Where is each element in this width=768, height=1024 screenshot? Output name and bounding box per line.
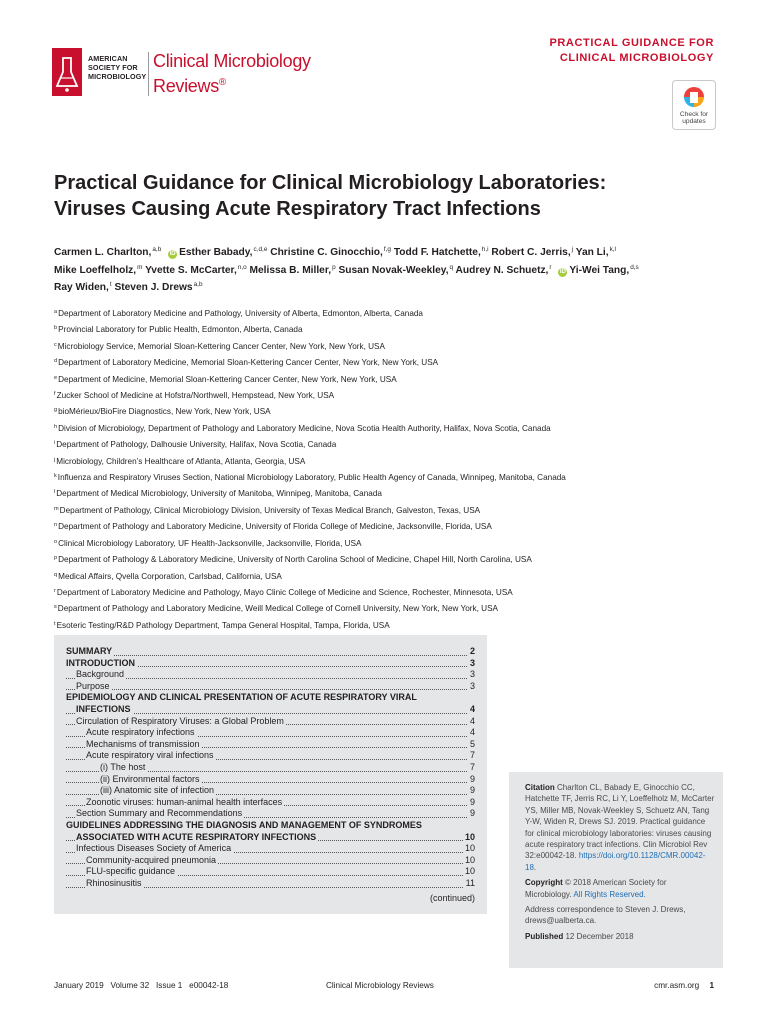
affiliation-item bbox=[54, 305, 734, 321]
affiliation-text: Influenza and Respiratory Viruses Section, National Microbiology Laboratory, Public Health Agency of Canada, Winnipeg, Manitoba, Canada bbox=[57, 473, 566, 483]
toc-entry-label: Purpose bbox=[76, 680, 110, 691]
toc-entry-page: 7 bbox=[469, 762, 475, 772]
toc-entry[interactable] bbox=[66, 762, 475, 774]
toc-entry[interactable] bbox=[66, 646, 475, 658]
affiliation-text: Department of Pathology and Laboratory Medicine, Weill Medical College of Cornell University, New York, New York, USA bbox=[57, 604, 499, 614]
affiliation-marker: g bbox=[54, 407, 58, 414]
author-name bbox=[54, 265, 142, 276]
toc-entry-label: GUIDELINES ADDRESSING THE DIAGNOSIS AND MANAGEMENT OF SYNDROMES bbox=[66, 820, 422, 830]
affiliation-text: Clinical Microbiology Laboratory, UF Health-Jacksonville, Jacksonville, Florida, USA bbox=[58, 538, 362, 548]
author-name-text: Susan Novak-Weekley, bbox=[338, 264, 449, 276]
society-name bbox=[88, 54, 148, 82]
author-name-text: Mike Loeffelholz, bbox=[54, 264, 137, 276]
check-updates-line-1: Check for bbox=[679, 111, 709, 118]
toc-entry[interactable] bbox=[66, 820, 475, 832]
author-name-text: Esther Babady, bbox=[179, 247, 253, 258]
citation-content bbox=[525, 782, 715, 942]
toc-entry[interactable] bbox=[66, 785, 475, 797]
author-affiliation-marker: f,g bbox=[383, 246, 391, 253]
affiliation-marker: b bbox=[54, 325, 58, 332]
toc-entry[interactable] bbox=[66, 658, 475, 670]
correspondence-text: Address correspondence to Steven J. Drews, drews@ualberta.ca. bbox=[525, 905, 686, 926]
affiliation-item bbox=[54, 387, 734, 403]
affiliation-item bbox=[54, 617, 734, 633]
affiliation-text: Department of Pathology and Laboratory Medicine, University of Florida College of Medicine, Jacksonville, Florida, USA bbox=[58, 522, 492, 532]
author-name bbox=[491, 247, 573, 258]
author-name bbox=[576, 247, 616, 258]
toc-entry-label: Background bbox=[76, 669, 125, 680]
affiliation-list bbox=[54, 305, 734, 633]
toc-entry-page: 9 bbox=[469, 773, 475, 784]
author-name bbox=[394, 247, 489, 258]
society-line-2: SOCIETY FOR bbox=[88, 63, 138, 73]
toc-entry[interactable] bbox=[66, 832, 475, 844]
toc-entry-page: 4 bbox=[469, 704, 475, 714]
toc-entry-label: Mechanisms of transmission bbox=[86, 738, 200, 749]
published-label: Published bbox=[525, 931, 564, 941]
affiliation-marker: a bbox=[54, 309, 58, 315]
toc-entry[interactable] bbox=[66, 692, 475, 704]
author-affiliation-marker: q bbox=[449, 263, 454, 271]
affiliation-text: Esoteric Testing/R&D Pathology Department, Tampa General Hospital, Tampa, Florida, USA bbox=[56, 620, 390, 630]
orcid-icon[interactable]: iD bbox=[169, 251, 176, 257]
affiliation-marker: c bbox=[54, 341, 57, 348]
toc-entry-label: SUMMARY bbox=[66, 646, 113, 656]
toc-leader-dots bbox=[66, 689, 475, 690]
toc-entry[interactable] bbox=[66, 704, 475, 716]
citation-label: Citation bbox=[525, 783, 555, 792]
affiliation-marker: t bbox=[54, 620, 56, 627]
copyright-text: © 2018 American Society for Microbiology. bbox=[525, 878, 667, 899]
toc-entry-label: Circulation of Respiratory Viruses: a Global Problem bbox=[76, 715, 284, 726]
author-affiliation-marker: m bbox=[137, 263, 143, 271]
author-name bbox=[338, 265, 453, 276]
article-title-line-1: Practical Guidance for Clinical Microbiology Laboratories: bbox=[54, 172, 607, 194]
logo-divider bbox=[148, 52, 149, 96]
toc-entry-page: 9 bbox=[469, 808, 475, 819]
affiliation-item bbox=[54, 321, 734, 337]
author-name-text: Carmen L. Charlton, bbox=[54, 247, 152, 258]
author-affiliation-marker: k,l bbox=[609, 246, 616, 253]
doi-tail: . bbox=[533, 862, 537, 872]
toc-entry-page: 10 bbox=[464, 831, 475, 842]
author-affiliation-marker: r bbox=[549, 263, 552, 271]
author-affiliation-marker: d,s bbox=[630, 263, 639, 271]
affiliation-item bbox=[54, 469, 734, 485]
toc-entry-label: Section Summary and Recommendations bbox=[76, 808, 243, 819]
check-for-updates-badge[interactable] bbox=[672, 80, 716, 130]
journal-name-line-1: Clinical Microbiology bbox=[153, 51, 311, 71]
affiliation-item bbox=[54, 453, 734, 469]
article-type bbox=[549, 36, 714, 66]
society-line-3: MICROBIOLOGY bbox=[88, 72, 147, 82]
toc-entry-page: 11 bbox=[465, 878, 475, 888]
author-name-text: Yi-Wei Tang, bbox=[569, 264, 630, 276]
page-number: 1 bbox=[709, 981, 714, 990]
author-name-text: Todd F. Hatchette, bbox=[393, 247, 481, 258]
toc-entry-label: FLU-specific guidance bbox=[86, 866, 176, 877]
toc-entry-page: 3 bbox=[469, 657, 475, 668]
toc-entry[interactable] bbox=[66, 739, 475, 751]
author-name bbox=[114, 282, 202, 293]
affiliation-marker: j bbox=[54, 456, 56, 463]
affiliation-text: bioMérieux/BioFire Diagnostics, New York, New York, USA bbox=[58, 407, 271, 417]
affiliation-item bbox=[54, 568, 734, 584]
toc-entry[interactable] bbox=[66, 750, 475, 762]
society-line-1: AMERICAN bbox=[88, 54, 128, 63]
affiliation-item bbox=[54, 371, 734, 387]
journal-url-link[interactable]: cmr.asm.org bbox=[654, 981, 700, 990]
affiliation-marker: m bbox=[54, 505, 59, 512]
toc-entry-page: 5 bbox=[469, 738, 475, 749]
toc-entry-page: 3 bbox=[469, 680, 475, 691]
affiliation-text: Microbiology, Children’s Healthcare of Atlanta, Atlanta, Georgia, USA bbox=[56, 456, 306, 466]
affiliation-marker: r bbox=[54, 587, 56, 594]
toc-entry-label: Zoonotic viruses: human-animal health interfaces bbox=[86, 796, 283, 807]
author-list bbox=[54, 243, 734, 296]
author-affiliation-marker: t bbox=[109, 281, 112, 289]
toc-entry[interactable] bbox=[66, 808, 475, 820]
orcid-icon[interactable]: iD bbox=[559, 268, 566, 275]
page-footer bbox=[54, 981, 714, 995]
affiliation-text: Department of Pathology & Laboratory Medicine, University of North Carolina School of Medicine, Chapel Hill, North Carolina, USA bbox=[58, 555, 532, 565]
author-name-text: Yvette S. McCarter, bbox=[145, 264, 237, 276]
affiliation-marker: n bbox=[54, 522, 58, 529]
toc-entry[interactable] bbox=[66, 878, 475, 890]
journal-logo bbox=[52, 48, 322, 102]
author-name bbox=[250, 265, 336, 276]
affiliation-marker: s bbox=[54, 604, 57, 611]
copyright-label: Copyright bbox=[525, 878, 563, 888]
toc-entry-label: Infectious Diseases Society of America bbox=[76, 843, 232, 854]
author-affiliation-marker: a,b bbox=[193, 281, 203, 289]
toc-entry[interactable] bbox=[66, 681, 475, 693]
registered-mark: ® bbox=[218, 77, 226, 88]
affiliation-text: Provincial Laboratory for Public Health, Edmonton, Alberta, Canada bbox=[58, 325, 303, 335]
article-title bbox=[54, 170, 724, 222]
toc-entry[interactable] bbox=[66, 855, 475, 867]
toc-entry[interactable] bbox=[66, 716, 475, 728]
journal-name-line-2 bbox=[153, 72, 311, 97]
affiliation-item bbox=[54, 354, 734, 370]
affiliation-marker: d bbox=[54, 358, 58, 365]
affiliation-marker: h bbox=[54, 423, 58, 430]
affiliation-marker: q bbox=[54, 571, 58, 578]
footer-right bbox=[654, 981, 714, 990]
published-paragraph bbox=[525, 931, 715, 942]
citation-paragraph bbox=[525, 782, 715, 873]
author-name bbox=[270, 247, 391, 258]
affiliation-text: Department of Medical Microbiology, University of Manitoba, Winnipeg, Manitoba, Canada bbox=[56, 489, 382, 499]
author-name-text: Steven J. Drews bbox=[114, 282, 193, 294]
author-affiliation-marker: h,i bbox=[481, 246, 489, 253]
affiliation-item bbox=[54, 485, 734, 501]
affiliation-marker: e bbox=[54, 374, 58, 381]
citation-text: Charlton CL, Babady E, Ginocchio CC, Hatchette TF, Jerris RC, Li Y, Loeffelholz M, McCarter YS, Miller MB, Novak-Weekley S, Schuetz AN, Tang Y-W, Widen R, Drews SJ. 2019. Practical guidance for clinical microbiology laboratories: viruses causing acute respiratory tract infections. Clin Microbiol Rev 32:e00042-18. bbox=[525, 783, 715, 861]
author-name-text: Yan Li, bbox=[575, 247, 609, 258]
toc-entry-page: 2 bbox=[469, 646, 475, 656]
affiliation-item bbox=[54, 584, 734, 600]
affiliation-text: Department of Laboratory Medicine and Pathology, University of Alberta, Edmonton, Alberta, Canada bbox=[58, 309, 423, 318]
toc-entry-page: 3 bbox=[469, 669, 475, 680]
toc-entry-label: INFECTIONS bbox=[76, 704, 131, 714]
author-name bbox=[456, 265, 552, 276]
affiliation-marker: f bbox=[54, 391, 56, 398]
affiliation-item bbox=[54, 420, 734, 436]
toc-entry[interactable] bbox=[66, 797, 475, 809]
affiliation-marker: l bbox=[54, 489, 56, 496]
toc-entry-page: 4 bbox=[469, 727, 475, 738]
journal-name bbox=[153, 51, 311, 97]
toc-entry-label: (i) The host bbox=[100, 762, 146, 772]
affiliation-text: Zucker School of Medicine at Hofstra/Northwell, Hempstead, New York, USA bbox=[56, 391, 335, 401]
author-name-text: Ray Widen, bbox=[54, 282, 109, 294]
rights-link[interactable]: All Rights Reserved. bbox=[573, 889, 646, 899]
journal-name-reviews: Reviews bbox=[153, 76, 219, 96]
author-name-text: Melissa B. Miller, bbox=[249, 264, 332, 276]
author-name-text: Audrey N. Schuetz, bbox=[455, 264, 549, 276]
affiliation-item bbox=[54, 551, 734, 567]
article-type-line-1: PRACTICAL GUIDANCE FOR bbox=[549, 37, 714, 49]
article-title-line-2: Viruses Causing Acute Respiratory Tract Infections bbox=[54, 198, 541, 220]
affiliation-text: Department of Pathology, Clinical Microbiology Division, University of Texas Medical Branch, Galveston, Texas, USA bbox=[59, 505, 481, 515]
toc-entry-page: 7 bbox=[469, 750, 475, 761]
affiliation-text: Department of Medicine, Memorial Sloan-Kettering Cancer Center, New York, New York, USA bbox=[58, 374, 397, 384]
toc-entry-label: Community-acquired pneumonia bbox=[86, 854, 217, 865]
author-name bbox=[569, 265, 638, 276]
check-for-updates-label bbox=[673, 111, 715, 126]
affiliation-text: Department of Pathology, Dalhousie University, Halifax, Nova Scotia, Canada bbox=[56, 440, 337, 450]
author-affiliation-marker: p bbox=[332, 263, 336, 271]
toc-entry-label: Acute respiratory viral infections bbox=[86, 750, 214, 761]
author-name bbox=[179, 247, 267, 258]
toc-leader-dots bbox=[66, 655, 475, 656]
affiliation-item bbox=[54, 518, 734, 534]
affiliation-text: Medical Affairs, Qvella Corporation, Carlsbad, California, USA bbox=[58, 571, 282, 581]
toc-entry-label: (ii) Environmental factors bbox=[100, 773, 200, 784]
table-of-contents bbox=[54, 635, 487, 914]
affiliation-text: Department of Laboratory Medicine, Memorial Sloan-Kettering Cancer Center, New York, New York, USA bbox=[58, 358, 439, 368]
footer-issue-info: January 2019 Volume 32 Issue 1 e00042-18 bbox=[54, 981, 229, 990]
affiliation-item bbox=[54, 436, 734, 452]
copyright-paragraph bbox=[525, 877, 715, 900]
author-affiliation-marker: n,o bbox=[237, 263, 247, 271]
author-name bbox=[145, 265, 247, 276]
affiliation-text: Department of Laboratory Medicine and Pathology, Mayo Clinic College of Medicine and Science, Rochester, Minnesota, USA bbox=[56, 587, 513, 597]
toc-entry-label: (iii) Anatomic site of infection bbox=[100, 785, 215, 796]
toc-entry-page: 10 bbox=[464, 866, 475, 877]
toc-entry-label: Rhinosinusitis bbox=[86, 878, 142, 888]
toc-entry-label: INTRODUCTION bbox=[66, 657, 135, 668]
toc-entry[interactable] bbox=[66, 843, 475, 855]
affiliation-marker: o bbox=[54, 538, 58, 545]
toc-leader-dots bbox=[66, 678, 475, 679]
affiliation-item bbox=[54, 600, 734, 616]
published-date: 12 December 2018 bbox=[565, 931, 634, 941]
author-affiliation-marker: j bbox=[571, 246, 574, 253]
toc-entry[interactable] bbox=[66, 669, 475, 681]
toc-entry-label: Acute respiratory infections bbox=[86, 727, 195, 738]
author-name-text: Robert C. Jerris, bbox=[491, 247, 571, 258]
toc-entry-label: EPIDEMIOLOGY AND CLINICAL PRESENTATION OF ACUTE RESPIRATORY VIRAL bbox=[66, 692, 417, 703]
affiliation-marker: k bbox=[54, 473, 57, 480]
affiliation-text: Microbiology Service, Memorial Sloan-Kettering Cancer Center, New York, New York, USA bbox=[57, 341, 385, 351]
toc-entry-page: 4 bbox=[469, 715, 475, 726]
author-name bbox=[54, 247, 161, 258]
toc-entry[interactable] bbox=[66, 727, 475, 739]
affiliation-marker: p bbox=[54, 555, 58, 562]
affiliation-item bbox=[54, 502, 734, 518]
author-affiliation-marker: c,d,e bbox=[253, 246, 268, 253]
affiliation-marker: i bbox=[54, 440, 56, 447]
crossmark-icon bbox=[683, 86, 705, 108]
toc-continued-label: (continued) bbox=[429, 893, 475, 903]
check-updates-line-2: updates bbox=[682, 118, 706, 126]
affiliation-item bbox=[54, 403, 734, 419]
article-type-line-2: CLINICAL MICROBIOLOGY bbox=[559, 52, 714, 64]
affiliation-item bbox=[54, 535, 734, 551]
citation-box bbox=[509, 772, 723, 968]
author-affiliation-marker: a,b bbox=[152, 246, 162, 253]
toc-entry-page: 10 bbox=[464, 854, 475, 865]
author-name-text: Christine C. Ginocchio, bbox=[270, 247, 383, 258]
affiliation-text: Division of Microbiology, Department of Pathology and Laboratory Medicine, Nova Scotia Health Authority, Halifax, Nova Scotia, Canada bbox=[58, 423, 551, 433]
affiliation-item bbox=[54, 338, 734, 354]
doi-link[interactable]: https://doi.org/10.1128/CMR.00042-18 bbox=[525, 851, 706, 872]
toc-entry-page: 9 bbox=[469, 785, 475, 796]
footer-journal-name: Clinical Microbiology Reviews bbox=[326, 981, 434, 990]
toc-entry-page: 10 bbox=[464, 843, 475, 854]
toc-entry-label: ASSOCIATED WITH ACUTE RESPIRATORY INFECTIONS bbox=[76, 831, 317, 842]
toc-entry[interactable] bbox=[66, 866, 475, 878]
toc-entry[interactable] bbox=[66, 774, 475, 786]
author-name bbox=[54, 282, 112, 293]
toc-entry-page: 9 bbox=[469, 796, 475, 807]
